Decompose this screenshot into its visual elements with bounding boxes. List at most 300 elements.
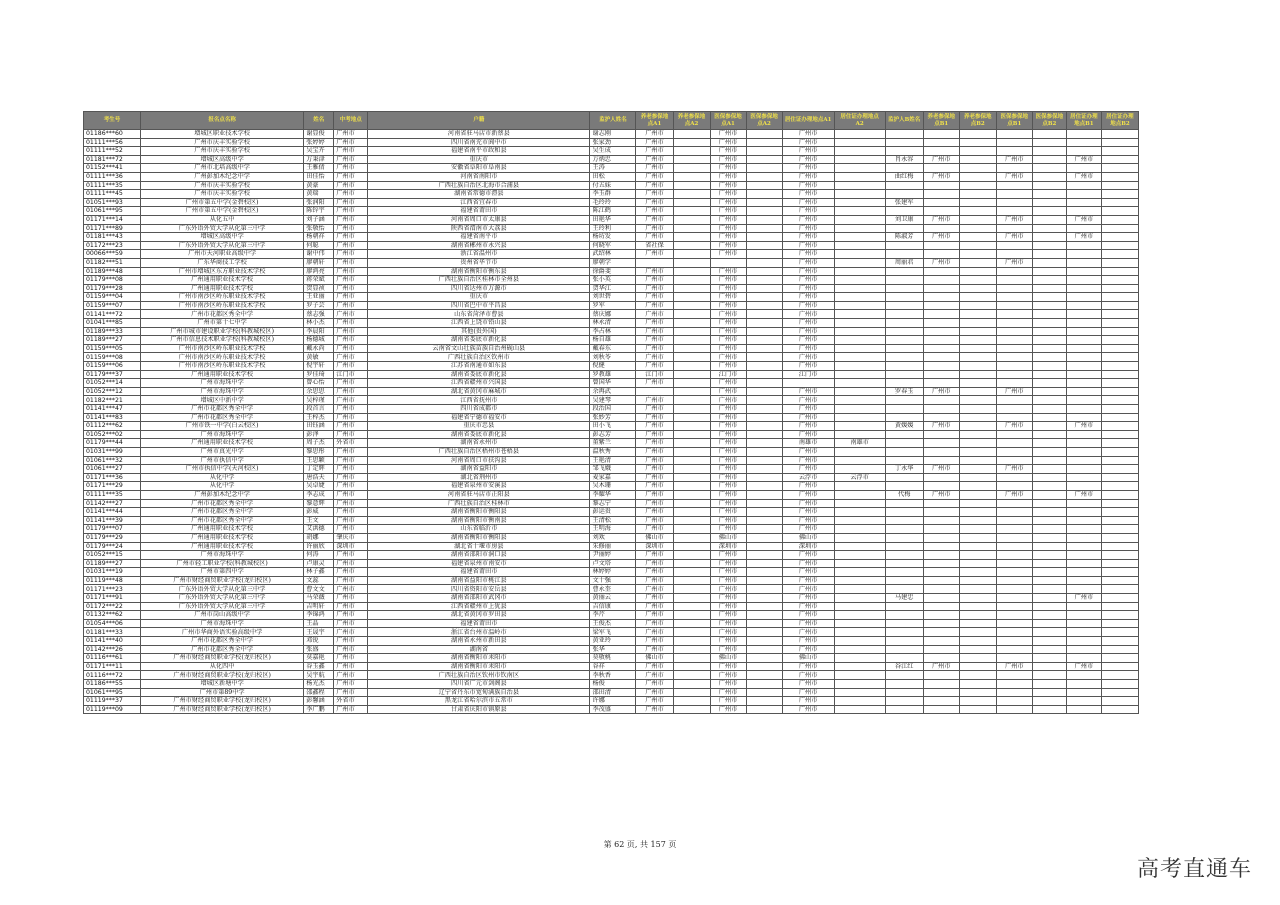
table-cell [1032, 267, 1066, 276]
table-cell [746, 353, 782, 362]
table-cell [746, 594, 782, 603]
table-cell: 广州市 [710, 516, 746, 525]
table-cell: 广州市 [996, 172, 1032, 181]
table-cell [1066, 482, 1101, 491]
table-cell [673, 533, 710, 542]
table-cell: 邵田清 [590, 688, 636, 697]
table-cell [1066, 697, 1101, 706]
table-cell [1066, 525, 1101, 534]
table-cell: 毛玲玲 [590, 198, 636, 207]
table-cell: 广州市 [710, 181, 746, 190]
table-cell: 广州市 [636, 594, 673, 603]
table-cell [1101, 258, 1138, 267]
table-cell [996, 628, 1032, 637]
table-cell: 湖南省常德市澧县 [368, 190, 590, 199]
column-header: 监护人姓名 [590, 112, 636, 130]
table-cell: 广州市 [334, 250, 368, 259]
table-cell [1066, 353, 1101, 362]
table-cell: 01152***41 [84, 164, 141, 173]
table-cell [1101, 130, 1138, 139]
table-cell [959, 130, 996, 139]
table-cell [746, 207, 782, 216]
table-cell: 广州市 [334, 551, 368, 560]
table-row [84, 405, 1139, 414]
table-cell [996, 688, 1032, 697]
table-cell: 广州市 [782, 327, 834, 336]
table-cell [746, 301, 782, 310]
table-cell: 广州市 [782, 198, 834, 207]
table-cell: 广州市 [334, 327, 368, 336]
table-cell: 01181***33 [84, 628, 141, 637]
table-cell [959, 576, 996, 585]
table-row [84, 456, 1139, 465]
table-cell [923, 284, 959, 293]
table-cell [834, 370, 885, 379]
table-cell [885, 697, 923, 706]
table-cell [885, 645, 923, 654]
table-cell [1101, 241, 1138, 250]
table-cell [885, 533, 923, 542]
table-cell [885, 293, 923, 302]
table-cell: 广州市南沙区岭东职业技术学校 [141, 353, 304, 362]
table-row [84, 465, 1139, 474]
table-cell [1032, 680, 1066, 689]
table-cell [959, 198, 996, 207]
table-cell: 广州市 [782, 353, 834, 362]
table-cell: 广州市 [334, 198, 368, 207]
table-cell [923, 276, 959, 285]
table-cell: 广州市天河职业高级中学 [141, 250, 304, 259]
table-cell: 江西省宜春市 [368, 198, 590, 207]
table-cell [834, 516, 885, 525]
table-cell [1066, 430, 1101, 439]
table-row [84, 508, 1139, 517]
table-cell [1101, 190, 1138, 199]
table-cell [1101, 482, 1138, 491]
table-cell: 广州市 [710, 336, 746, 345]
table-cell: 广州市 [636, 293, 673, 302]
table-cell: 广州市 [782, 568, 834, 577]
table-cell: 01111***52 [84, 147, 141, 156]
table-cell [782, 379, 834, 388]
table-cell [959, 499, 996, 508]
table-cell: 浙江省温州市 [368, 250, 590, 259]
table-cell: 广州市 [710, 456, 746, 465]
table-cell: 徐爵斐 [590, 267, 636, 276]
table-cell [1032, 490, 1066, 499]
table-cell [923, 705, 959, 714]
table-cell: 田艳华 [590, 215, 636, 224]
table-cell [1066, 284, 1101, 293]
table-cell: 广州彭加木纪念中学 [141, 172, 304, 181]
table-cell: 广州市花都区秀全中学 [141, 508, 304, 517]
table-cell: 外省市 [334, 697, 368, 706]
table-cell [746, 542, 782, 551]
table-cell: 广州市 [782, 250, 834, 259]
table-cell: 湖南省衡阳市衡东县 [368, 267, 590, 276]
table-cell [834, 198, 885, 207]
table-cell [673, 490, 710, 499]
table-cell: 胡娜 [304, 533, 334, 542]
table-cell [834, 688, 885, 697]
table-cell [673, 379, 710, 388]
table-row [84, 490, 1139, 499]
column-header: 报名点名称 [141, 112, 304, 130]
table-cell: 01111***35 [84, 181, 141, 190]
table-cell: 谢中伟 [304, 250, 334, 259]
table-cell: 01052***12 [84, 387, 141, 396]
table-row [84, 310, 1139, 319]
table-cell [673, 387, 710, 396]
table-cell: 廖鸿亮 [304, 267, 334, 276]
table-cell: 广州市 [1066, 422, 1101, 431]
table-cell: 广州市 [636, 362, 673, 371]
table-cell: 刘秋苓 [590, 353, 636, 362]
table-cell [996, 310, 1032, 319]
watermark-text: 高考直通车 [1136, 857, 1252, 882]
column-header: 监护人B姓名 [885, 112, 923, 130]
table-cell: 张家劲 [590, 138, 636, 147]
table-cell: 福建省泉州市安溪县 [368, 482, 590, 491]
table-cell: 江西省赣州市上犹县 [368, 602, 590, 611]
table-cell: 杨光杰 [304, 680, 334, 689]
table-cell: 黎意辉 [304, 499, 334, 508]
table-cell [1066, 267, 1101, 276]
table-cell: 周丽君 [885, 258, 923, 267]
table-cell: 广州市 [334, 293, 368, 302]
table-cell [1066, 654, 1101, 663]
table-cell [1032, 327, 1066, 336]
table-row [84, 662, 1139, 671]
table-cell: 广州市 [996, 233, 1032, 242]
table-cell: 广州市 [334, 671, 368, 680]
table-cell: 黄亚玲 [590, 637, 636, 646]
table-cell [673, 568, 710, 577]
table-cell [885, 284, 923, 293]
table-cell: 何聪 [304, 241, 334, 250]
table-cell [885, 413, 923, 422]
table-cell [959, 551, 996, 560]
table-cell: 彭威 [304, 508, 334, 517]
table-cell: 四川省南充市阆中市 [368, 138, 590, 147]
table-cell [1032, 499, 1066, 508]
table-cell: 广州市 [710, 645, 746, 654]
column-header: 中考地点 [334, 112, 368, 130]
table-row [84, 645, 1139, 654]
table-cell [959, 379, 996, 388]
table-cell: 林永清 [590, 319, 636, 328]
table-cell [834, 628, 885, 637]
table-cell: 广州市 [782, 405, 834, 414]
table-cell: 谢志刚 [590, 130, 636, 139]
table-cell [834, 362, 885, 371]
table-cell: 广州市 [782, 705, 834, 714]
table-cell [834, 680, 885, 689]
table-cell: 廖朝学 [590, 258, 636, 267]
table-cell: 蔡庆娜 [590, 310, 636, 319]
table-cell [834, 619, 885, 628]
table-cell [834, 430, 885, 439]
table-cell: 余思思 [304, 387, 334, 396]
table-cell [834, 319, 885, 328]
column-header: 医保参保地点A2 [746, 112, 782, 130]
table-cell [1066, 147, 1101, 156]
table-cell: 广州市 [710, 594, 746, 603]
table-cell [834, 138, 885, 147]
table-cell: 李玉群 [590, 190, 636, 199]
table-cell [885, 379, 923, 388]
table-cell: 深圳市 [334, 542, 368, 551]
table-cell: 四川省成都市 [368, 405, 590, 414]
table-cell: 广州市 [782, 637, 834, 646]
table-cell [923, 611, 959, 620]
table-cell: 黄媛媛 [885, 422, 923, 431]
table-cell [923, 671, 959, 680]
table-cell: 01159***04 [84, 293, 141, 302]
table-cell [673, 362, 710, 371]
table-cell: 广州市 [334, 490, 368, 499]
table-cell [834, 576, 885, 585]
table-cell: 广州市 [1066, 155, 1101, 164]
table-cell [959, 585, 996, 594]
table-cell [1066, 465, 1101, 474]
table-cell: 广州市 [782, 224, 834, 233]
table-cell [673, 422, 710, 431]
table-cell: 广州市 [782, 602, 834, 611]
table-row [84, 585, 1139, 594]
table-cell: 李锦鸿 [304, 611, 334, 620]
table-cell [996, 508, 1032, 517]
table-cell: 广州市 [782, 362, 834, 371]
table-cell [959, 181, 996, 190]
table-cell: 01142***27 [84, 499, 141, 508]
table-cell [885, 250, 923, 259]
table-cell: 广州市第四中学 [141, 568, 304, 577]
table-cell [996, 559, 1032, 568]
table-cell: 深圳市 [710, 542, 746, 551]
table-cell [673, 293, 710, 302]
table-cell [673, 215, 710, 224]
table-cell [746, 602, 782, 611]
table-row [84, 473, 1139, 482]
table-cell: 何晓军 [590, 241, 636, 250]
table-cell [1032, 628, 1066, 637]
table-cell: 广州市 [636, 568, 673, 577]
table-row [84, 697, 1139, 706]
table-cell [1032, 190, 1066, 199]
table-cell [834, 456, 885, 465]
table-row [84, 370, 1139, 379]
table-cell: 福建省莆田市 [368, 568, 590, 577]
table-cell: 01182***21 [84, 396, 141, 405]
table-cell [1032, 542, 1066, 551]
table-cell: 段首言 [304, 405, 334, 414]
table-cell [959, 413, 996, 422]
table-cell: 广州市铁一中学(白云校区) [141, 422, 304, 431]
table-cell [1066, 130, 1101, 139]
table-cell [1101, 697, 1138, 706]
table-cell: 黑龙江省哈尔滨市五常市 [368, 697, 590, 706]
table-cell [673, 611, 710, 620]
table-cell: 贺华江 [590, 284, 636, 293]
table-cell: 张润阳 [304, 198, 334, 207]
table-cell [923, 164, 959, 173]
table-cell: 广州市 [782, 155, 834, 164]
table-cell: 广州市 [710, 405, 746, 414]
table-cell: 彭志芳 [590, 430, 636, 439]
table-cell: 肖永容 [885, 155, 923, 164]
table-row [84, 233, 1139, 242]
table-cell: 01041***85 [84, 319, 141, 328]
table-cell: 余再武 [590, 387, 636, 396]
table-cell: 广州市 [636, 344, 673, 353]
table-cell: 广州市 [334, 387, 368, 396]
table-cell: 广州市 [636, 688, 673, 697]
table-cell: 广州市 [334, 508, 368, 517]
table-cell: 张小英 [590, 276, 636, 285]
table-cell: 广州彭加木纪念中学 [141, 490, 304, 499]
table-cell [673, 250, 710, 259]
table-cell [1032, 662, 1066, 671]
table-cell: 广州市 [1066, 490, 1101, 499]
table-cell [885, 516, 923, 525]
table-cell [1101, 680, 1138, 689]
table-cell: 广州市 [782, 422, 834, 431]
table-cell: 湖北省黄冈市麻城市 [368, 387, 590, 396]
table-cell [996, 705, 1032, 714]
table-cell: 湖南省娄底市新化县 [368, 370, 590, 379]
table-cell: 广州市 [636, 465, 673, 474]
table-row [84, 379, 1139, 388]
table-cell: 王文 [304, 516, 334, 525]
table-cell: 广州市 [334, 456, 368, 465]
table-cell [673, 224, 710, 233]
table-cell [673, 310, 710, 319]
table-cell: 丁永华 [885, 465, 923, 474]
table-cell [1066, 198, 1101, 207]
table-row [84, 619, 1139, 628]
table-cell [834, 147, 885, 156]
table-cell: 李晨阳 [304, 327, 334, 336]
table-cell [885, 680, 923, 689]
table-cell: 广州市花都区秀全中学 [141, 637, 304, 646]
table-cell [923, 181, 959, 190]
table-cell [1101, 387, 1138, 396]
table-cell [959, 619, 996, 628]
table-cell: 广州市 [782, 310, 834, 319]
table-cell: 黎思彤 [304, 447, 334, 456]
table-cell [834, 697, 885, 706]
table-cell [673, 671, 710, 680]
table-cell [746, 447, 782, 456]
table-cell: 01172***22 [84, 602, 141, 611]
table-cell [923, 645, 959, 654]
table-cell [959, 525, 996, 534]
table-cell: 广州市 [334, 138, 368, 147]
table-cell [834, 490, 885, 499]
table-cell [1032, 456, 1066, 465]
table-cell [923, 516, 959, 525]
table-row [84, 164, 1139, 173]
table-cell: 代梅 [885, 490, 923, 499]
table-cell [673, 551, 710, 560]
table-cell [673, 344, 710, 353]
table-cell: 01172***23 [84, 241, 141, 250]
table-cell: 杨俊 [590, 680, 636, 689]
table-row [84, 387, 1139, 396]
table-cell: 广州市 [710, 301, 746, 310]
table-cell [1032, 198, 1066, 207]
table-cell [1101, 637, 1138, 646]
table-cell [834, 241, 885, 250]
table-cell: 01052***14 [84, 379, 141, 388]
table-row [84, 594, 1139, 603]
table-cell [923, 654, 959, 663]
table-cell [834, 662, 885, 671]
table-cell [1032, 362, 1066, 371]
table-cell: 广州通用职业技术学校 [141, 276, 304, 285]
table-cell [834, 499, 885, 508]
table-cell: 甘肃省庆阳市镇原县 [368, 705, 590, 714]
table-cell: 01179***28 [84, 284, 141, 293]
table-cell: 01054***06 [84, 619, 141, 628]
table-cell [923, 594, 959, 603]
table-cell [746, 654, 782, 663]
table-cell: 江门市 [782, 370, 834, 379]
table-cell: 广州市 [636, 422, 673, 431]
table-cell: 广州市 [636, 525, 673, 534]
table-cell: 广州市信息技术职业学校(科教城校区) [141, 336, 304, 345]
table-cell [834, 533, 885, 542]
table-cell [1066, 319, 1101, 328]
table-cell: 刘卫康 [885, 215, 923, 224]
table-cell [1101, 405, 1138, 414]
table-cell [923, 525, 959, 534]
table-cell [885, 267, 923, 276]
table-cell [746, 155, 782, 164]
table-cell: 广州市 [636, 490, 673, 499]
table-cell: 广州市 [782, 697, 834, 706]
table-cell [923, 602, 959, 611]
table-cell [959, 447, 996, 456]
table-cell [1032, 551, 1066, 560]
table-cell: 卢康灵 [304, 559, 334, 568]
table-cell: 广州市 [710, 284, 746, 293]
table-cell [834, 551, 885, 560]
table-cell: 万炳忠 [590, 155, 636, 164]
table-cell [959, 164, 996, 173]
table-cell: 安徽省阜阳市阜南县 [368, 164, 590, 173]
table-cell [1101, 293, 1138, 302]
table-cell [1032, 387, 1066, 396]
table-cell [746, 362, 782, 371]
table-cell [834, 310, 885, 319]
table-cell: 曾心怡 [304, 379, 334, 388]
table-cell [673, 473, 710, 482]
table-cell [996, 370, 1032, 379]
table-cell [746, 181, 782, 190]
column-header: 医保参保地点A1 [710, 112, 746, 130]
table-cell: 湖南省衡阳市衡南县 [368, 516, 590, 525]
table-cell [885, 430, 923, 439]
table-cell [959, 465, 996, 474]
table-cell [673, 301, 710, 310]
table-cell [996, 284, 1032, 293]
table-cell: 01171***14 [84, 215, 141, 224]
table-cell: 广州市 [782, 585, 834, 594]
table-cell: 湖北省黄冈市罗田县 [368, 611, 590, 620]
table-cell: 福建省宁德市福安市 [368, 413, 590, 422]
